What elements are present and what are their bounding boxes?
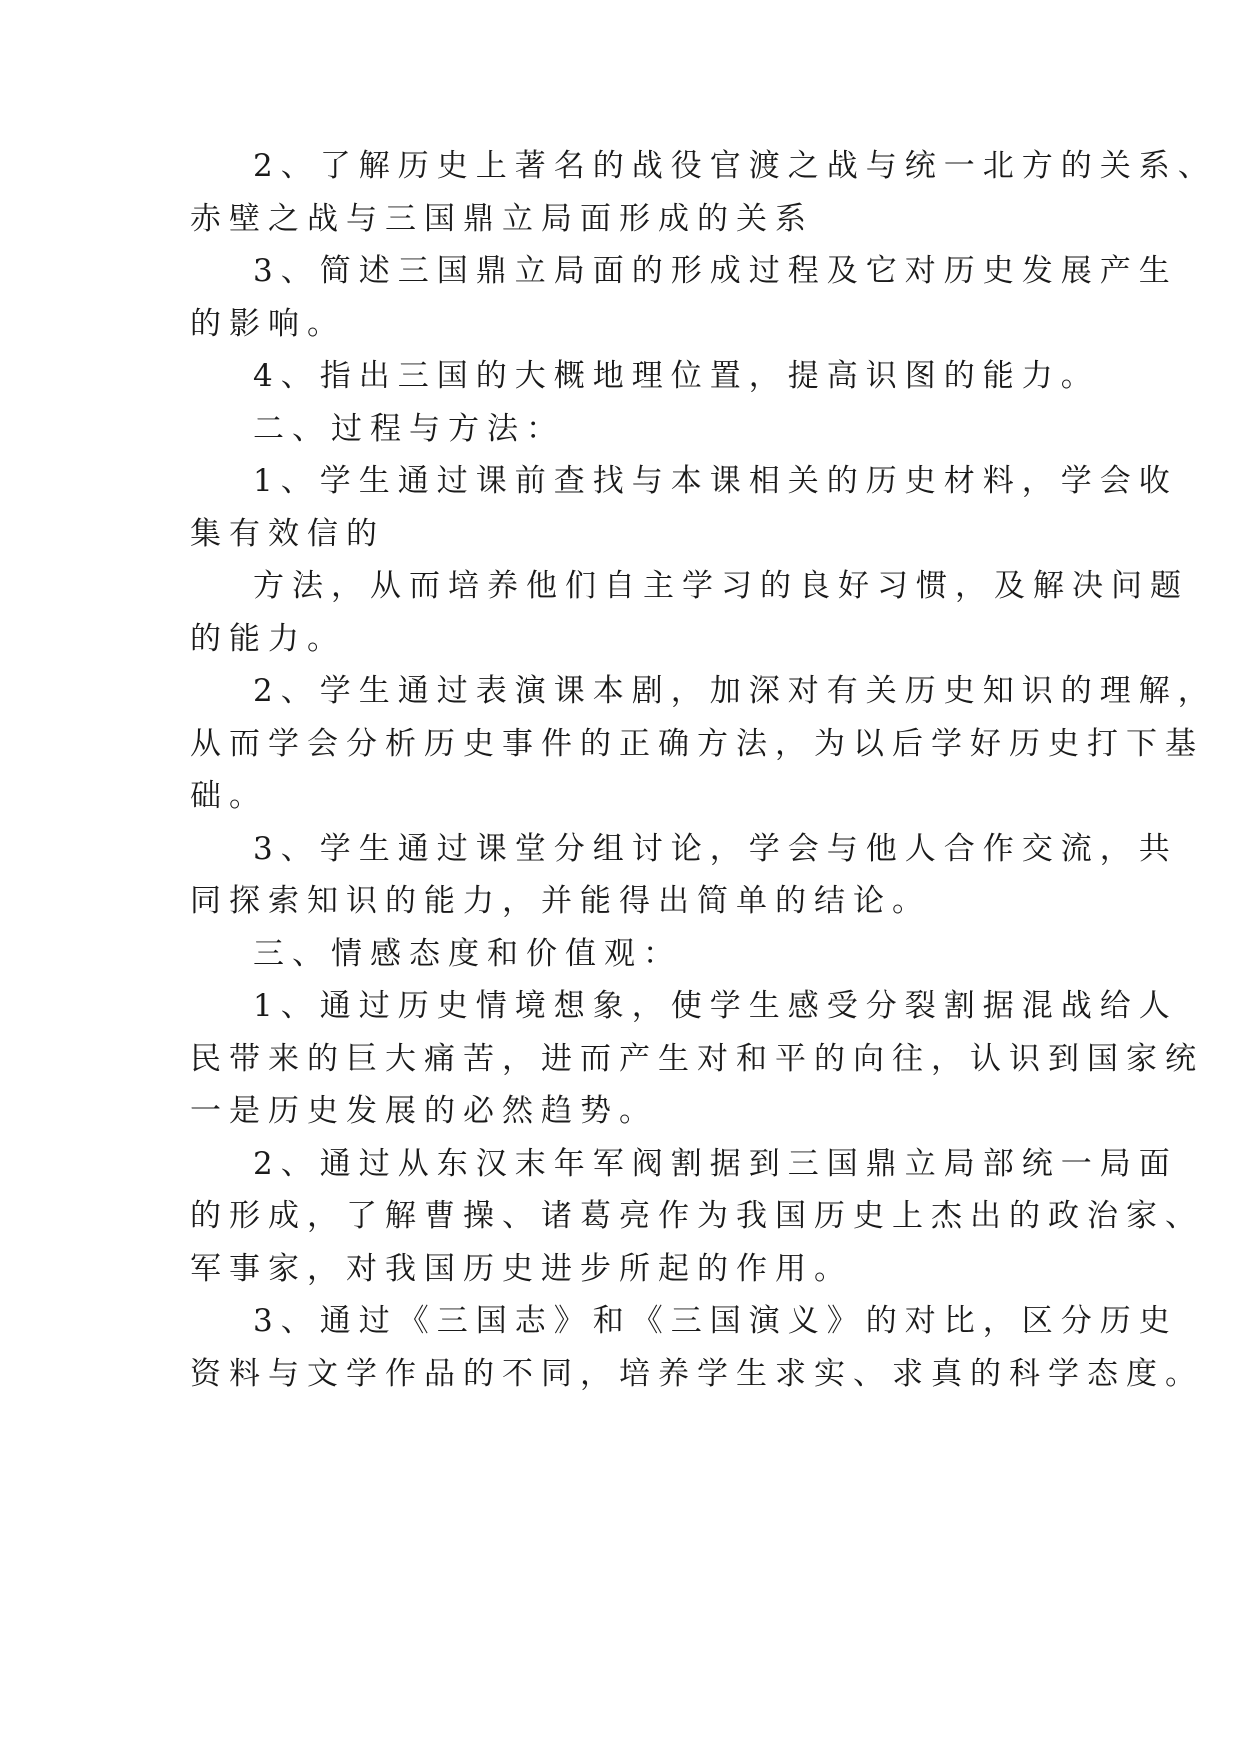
text-line: 3、简述三国鼎立局面的形成过程及它对历史发展产生 (253, 253, 1178, 289)
text-line: 资料与文学作品的不同，培养学生求实、求真的科学态度。 (190, 1356, 1204, 1392)
text-line: 2、通过从东汉末年军阀割据到三国鼎立局部统一局面 (253, 1146, 1178, 1182)
text-line: 一是历史发展的必然趋势。 (190, 1093, 658, 1129)
text-line: 1、通过历史情境想象，使学生感受分裂割据混战给人 (253, 988, 1178, 1024)
section-heading: 二、过程与方法： (253, 411, 565, 447)
text-line: 军事家，对我国历史进步所起的作用。 (190, 1251, 853, 1287)
text-line: 的能力。 (190, 621, 346, 657)
text-line: 同探索知识的能力，并能得出简单的结论。 (190, 883, 931, 919)
text-line: 4、指出三国的大概地理位置，提高识图的能力。 (253, 358, 1100, 394)
text-line: 2、了解历史上著名的战役官渡之战与统一北方的关系、 (253, 148, 1217, 184)
text-line: 1、学生通过课前查找与本课相关的历史材料，学会收 (253, 463, 1178, 499)
text-line: 的形成，了解曹操、诸葛亮作为我国历史上杰出的政治家、 (190, 1198, 1204, 1234)
text-line: 赤壁之战与三国鼎立局面形成的关系 (190, 201, 814, 237)
text-line: 3、通过《三国志》和《三国演义》的对比，区分历史 (253, 1303, 1178, 1339)
text-line: 的影响。 (190, 306, 346, 342)
text-line: 集有效信的 (190, 516, 385, 552)
text-line: 3、学生通过课堂分组讨论，学会与他人合作交流，共 (253, 831, 1178, 867)
text-line: 民带来的巨大痛苦，进而产生对和平的向往，认识到国家统 (190, 1041, 1204, 1077)
text-line: 方法，从而培养他们自主学习的良好习惯，及解决问题 (253, 568, 1189, 604)
text-line: 础。 (190, 778, 268, 814)
text-line: 从而学会分析历史事件的正确方法，为以后学好历史打下基 (190, 726, 1204, 762)
text-line: 2、学生通过表演课本剧，加深对有关历史知识的理解， (253, 673, 1217, 709)
section-heading: 三、情感态度和价值观： (253, 936, 682, 972)
